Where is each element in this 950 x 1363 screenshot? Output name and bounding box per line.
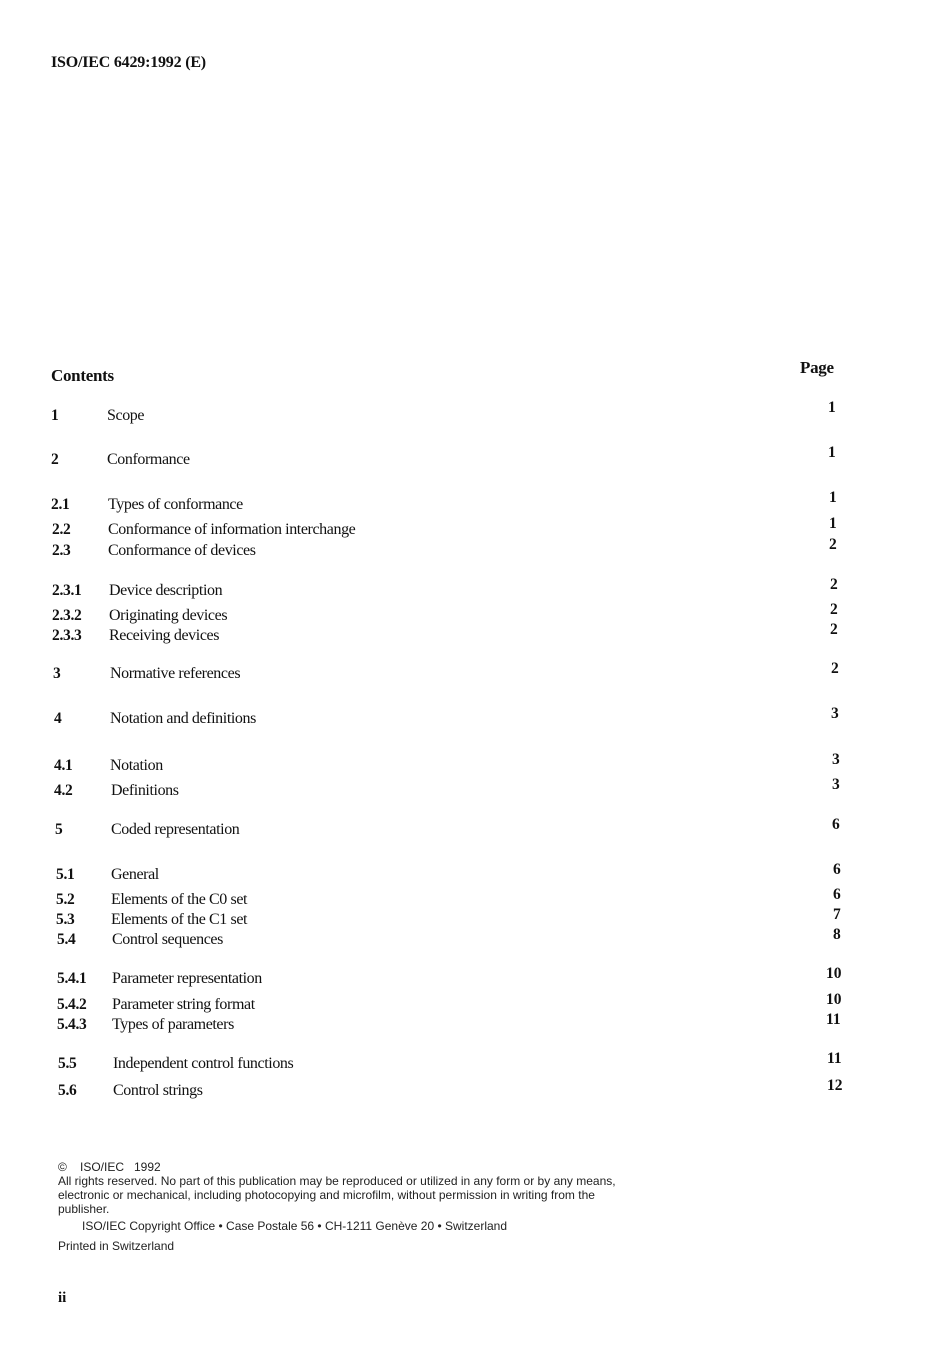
toc-entry-title: Receiving devices [109, 627, 220, 644]
toc-entry-page: 11 [827, 1050, 842, 1067]
toc-entry-title: Notation and definitions [110, 710, 256, 727]
toc-entry-page: 8 [833, 926, 841, 943]
toc-entry-page: 3 [832, 776, 840, 793]
page-number: ii [58, 1290, 67, 1306]
toc-entry-title: Independent control functions [113, 1055, 294, 1072]
printed-in-statement: Printed in Switzerland [58, 1239, 175, 1253]
copyright-office-address: ISO/IEC Copyright Office • Case Postale 56 • CH-1211 Genève 20 • Switzerland [82, 1219, 508, 1233]
document-header: ISO/IEC 6429:1992 (E) [51, 54, 206, 71]
toc-entry-number: 5.3 [56, 911, 75, 928]
page-column-heading: Page [800, 358, 834, 377]
toc-entry-number: 2.3.1 [52, 582, 82, 599]
toc-entry-title: Control strings [113, 1082, 203, 1099]
toc-entry-page: 1 [828, 444, 836, 461]
toc-entry-number: 5 [55, 821, 63, 838]
toc-entry-number: 5.2 [56, 891, 75, 908]
toc-entry-number: 4 [54, 710, 62, 727]
toc-entry-page: 10 [826, 991, 842, 1008]
toc-entry-title: Originating devices [109, 607, 228, 624]
toc-entry-number: 2 [51, 451, 59, 468]
toc-entry-number: 5.4.1 [57, 970, 87, 987]
toc-entry-title: Definitions [111, 782, 179, 799]
toc-entry-page: 2 [830, 601, 838, 618]
toc-entry-number: 5.1 [56, 866, 75, 883]
toc-entry-number: 5.4 [57, 931, 76, 948]
copyright-symbol: © [58, 1160, 67, 1174]
copyright-line [58, 1160, 618, 1174]
toc-entry-title: Conformance [107, 451, 190, 468]
toc-entry-number: 5.5 [58, 1055, 77, 1072]
toc-entry-title: Control sequences [112, 931, 223, 948]
toc-entry-number: 5.4.2 [57, 996, 87, 1013]
toc-entry-title: Types of conformance [108, 496, 243, 513]
toc-entry-number: 2.1 [51, 496, 70, 513]
toc-entry-page: 2 [830, 576, 838, 593]
toc-entry-page: 6 [833, 886, 841, 903]
contents-heading: Contents [51, 366, 114, 385]
rights-statement: All rights reserved. No part of this publication may be reproduced or utilized in any form or by any means, electronic or mechanical, including photocopying and microfilm, without permission in writing from the publisher. [58, 1174, 616, 1216]
toc-entry-title: Scope [107, 407, 145, 424]
toc-entry-title: Conformance of devices [108, 542, 256, 559]
toc-entry-number: 2.3.2 [52, 607, 82, 624]
copyright-notice [58, 1160, 618, 1253]
toc-entry-number: 5.6 [58, 1082, 77, 1099]
toc-entry-page: 10 [826, 965, 842, 982]
toc-entry-title: Types of parameters [112, 1016, 234, 1033]
toc-entry-number: 2.2 [52, 521, 71, 538]
toc-entry-number: 5.4.3 [57, 1016, 87, 1033]
toc-entry-page: 2 [830, 621, 838, 638]
toc-entry-page: 12 [827, 1077, 843, 1094]
toc-entry-page: 11 [826, 1011, 841, 1028]
toc-entry-title: Normative references [110, 665, 241, 682]
toc-entry-title: Parameter representation [112, 970, 262, 987]
toc-entry-page: 1 [829, 515, 837, 532]
toc-entry-number: 1 [51, 407, 59, 424]
toc-entry-number: 2.3.3 [52, 627, 82, 644]
toc-entry-page: 6 [832, 816, 840, 833]
toc-entry-page: 2 [831, 660, 839, 677]
toc-entry-title: Conformance of information interchange [108, 521, 356, 538]
toc-entry-title: Coded representation [111, 821, 240, 838]
toc-entry-title: Device description [109, 582, 223, 599]
toc-entry-page: 7 [833, 906, 841, 923]
toc-entry-page: 3 [832, 751, 840, 768]
toc-entry-title: Elements of the C1 set [111, 911, 248, 928]
toc-entry-title: General [111, 866, 159, 883]
toc-entry-number: 4.2 [54, 782, 73, 799]
toc-entry-page: 3 [831, 705, 839, 722]
copyright-owner-year: ISO/IEC 1992 [80, 1160, 161, 1174]
toc-entry-title: Notation [110, 757, 163, 774]
toc-entry-title: Elements of the C0 set [111, 891, 248, 908]
toc-entry-page: 6 [833, 861, 841, 878]
toc-entry-number: 4.1 [54, 757, 73, 774]
toc-entry-number: 3 [53, 665, 61, 682]
toc-entry-number: 2.3 [52, 542, 71, 559]
toc-entry-page: 1 [829, 489, 837, 506]
toc-entry-page: 1 [828, 399, 836, 416]
toc-entry-title: Parameter string format [112, 996, 255, 1013]
toc-entry-page: 2 [829, 536, 837, 553]
